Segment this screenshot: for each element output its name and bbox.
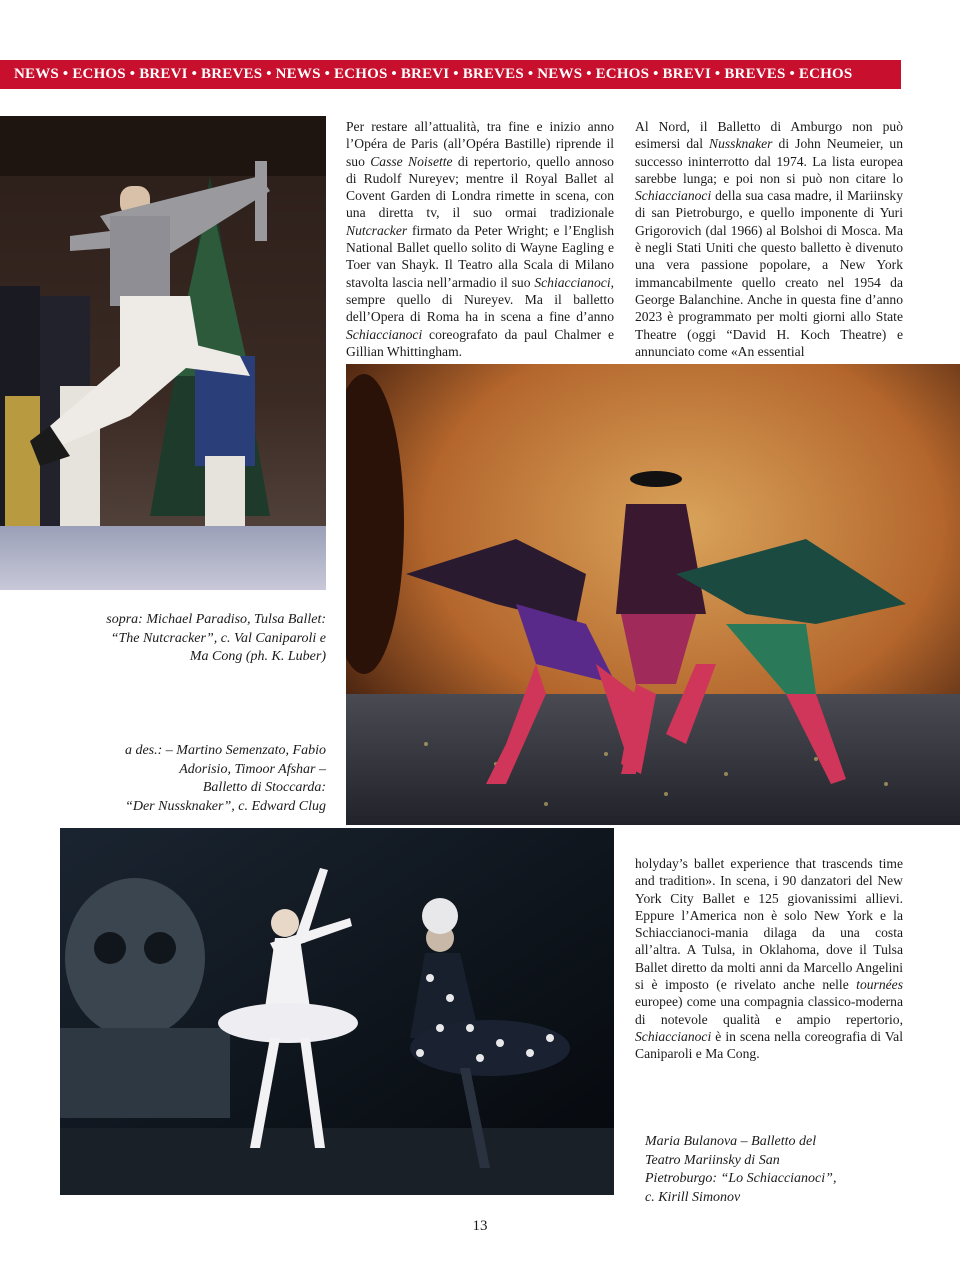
text-run: firmato da Peter Wright; e l’English National Ballet quello solito di Wayne Eagling e Toer van Shayk. Il Teatro alla Scala di Milano stavolta lascia nell’armadio il suo	[346, 222, 614, 290]
caption-line: c. Kirill Simonov	[645, 1189, 741, 1205]
text-run: è in scena nella coreografia di Val Caniparoli e Ma Cong.	[635, 1028, 903, 1062]
text-run: europee) come una compagnia classico-moderna di notevole qualità e ampio repertorio,	[635, 994, 903, 1027]
page-number: 13	[472, 1218, 488, 1234]
italic-title: Schiaccianoci	[635, 1028, 712, 1044]
caption-bottom-photo	[645, 1133, 895, 1207]
caption-top-photo	[60, 611, 326, 667]
caption-line: Ma Cong (ph. K. Luber)	[189, 649, 326, 664]
caption-line: Teatro Mariinsky di San	[645, 1152, 780, 1168]
photo-toreador-dancers	[346, 364, 960, 825]
caption-line: Balletto di Stoccarda:	[202, 780, 326, 795]
caption-middle-photo	[60, 742, 326, 816]
italic-title: Schiaccianoci	[635, 188, 712, 204]
caption-line: Pietroburgo: “Lo Schiaccianoci”,	[645, 1171, 837, 1186]
text-run: di John Neumeier, un successo ininterrotto dal 1974. La lista europea sarebbe lunga; e poi non si può non citare lo	[635, 136, 903, 186]
caption-line: “Der Nussknaker”, c. Edward Clug	[125, 798, 326, 814]
text-run: Al Nord, il Balletto di Amburgo non può esimersi dal	[635, 119, 903, 152]
text-run: , sempre quello di Nureyev. Ma il balletto dell’Opera di Roma ha in scena a fine d’anno	[346, 274, 614, 325]
italic-title: Nussknaker	[709, 136, 773, 152]
text-run: coreografato da paul Chalmer e Gillian Whittingham.	[346, 326, 614, 359]
caption-line: sopra: Michael Paradiso, Tulsa Ballet:	[106, 612, 326, 627]
photo-nutcracker-leap	[0, 116, 326, 590]
caption-line: Adorisio, Timoor Afshar –	[179, 761, 326, 777]
caption-line: Maria Bulanova – Balletto del	[645, 1134, 817, 1149]
article-column-2	[635, 118, 903, 360]
italic-title: Casse Noisette	[370, 153, 453, 169]
text-run: holyday’s ballet experience that trascends time and tradition». In scena, i 90 danzatori del New York City Ballet e 125 giovanissimi allievi. Eppure l’America non è solo New York e la Schiaccianoci-mania dilaga da una costa all’altra. A Tulsa, in Oklahoma, dove il Tulsa Ballet diretto da molti anni da Marcello Angelini si è imposto (e rivelato anche nelle	[635, 856, 903, 993]
caption-line: a des.: – Martino Semenzato, Fabio	[124, 743, 326, 758]
italic-title: Nutcracker	[346, 222, 408, 238]
article-column-3	[635, 855, 903, 1063]
caption-line: “The Nutcracker”, c. Val Caniparoli e	[110, 630, 326, 646]
italic-title: tournées	[856, 977, 903, 993]
article-column-1	[346, 118, 614, 360]
section-banner: NEWS • ECHOS • BREVI • BREVES • NEWS • ECHOS • BREVI • BREVES • NEWS • ECHOS • BREVI • BREVES • ECHOS	[0, 60, 901, 89]
photo-mariinsky-snowflakes	[60, 828, 614, 1195]
text-run: della sua casa madre, il Mariinsky di san Pietroburgo, e quello imponente di Yuri Grigorovich (dal 1966) al Bolshoi di Mosca. Ma è negli Stati Uniti che questo balletto è divenuto una vera passione popolare, a New York immancabilmente quello creato nel 1954 da George Balanchine. Anche in questa fine d’anno 2023 è programmato per molti giorni allo State Theatre (oggi “David H. Koch Theatre) e annunciato come «An essential	[635, 188, 903, 359]
italic-title: Schiaccianoci	[534, 274, 611, 290]
text-run: di repertorio, quello annoso di Rudolf Nureyev; mentre il Royal Ballet al Covent Garden di Londra rimette in scena, con una diretta tv, il suo ormai tradizionale	[346, 153, 614, 221]
italic-title: Schiaccianoci	[346, 326, 423, 342]
text-run: Per restare all’attualità, tra fine e inizio anno l’Opéra de Paris (all’Opéra Bastille) riprende il suo	[346, 119, 614, 169]
